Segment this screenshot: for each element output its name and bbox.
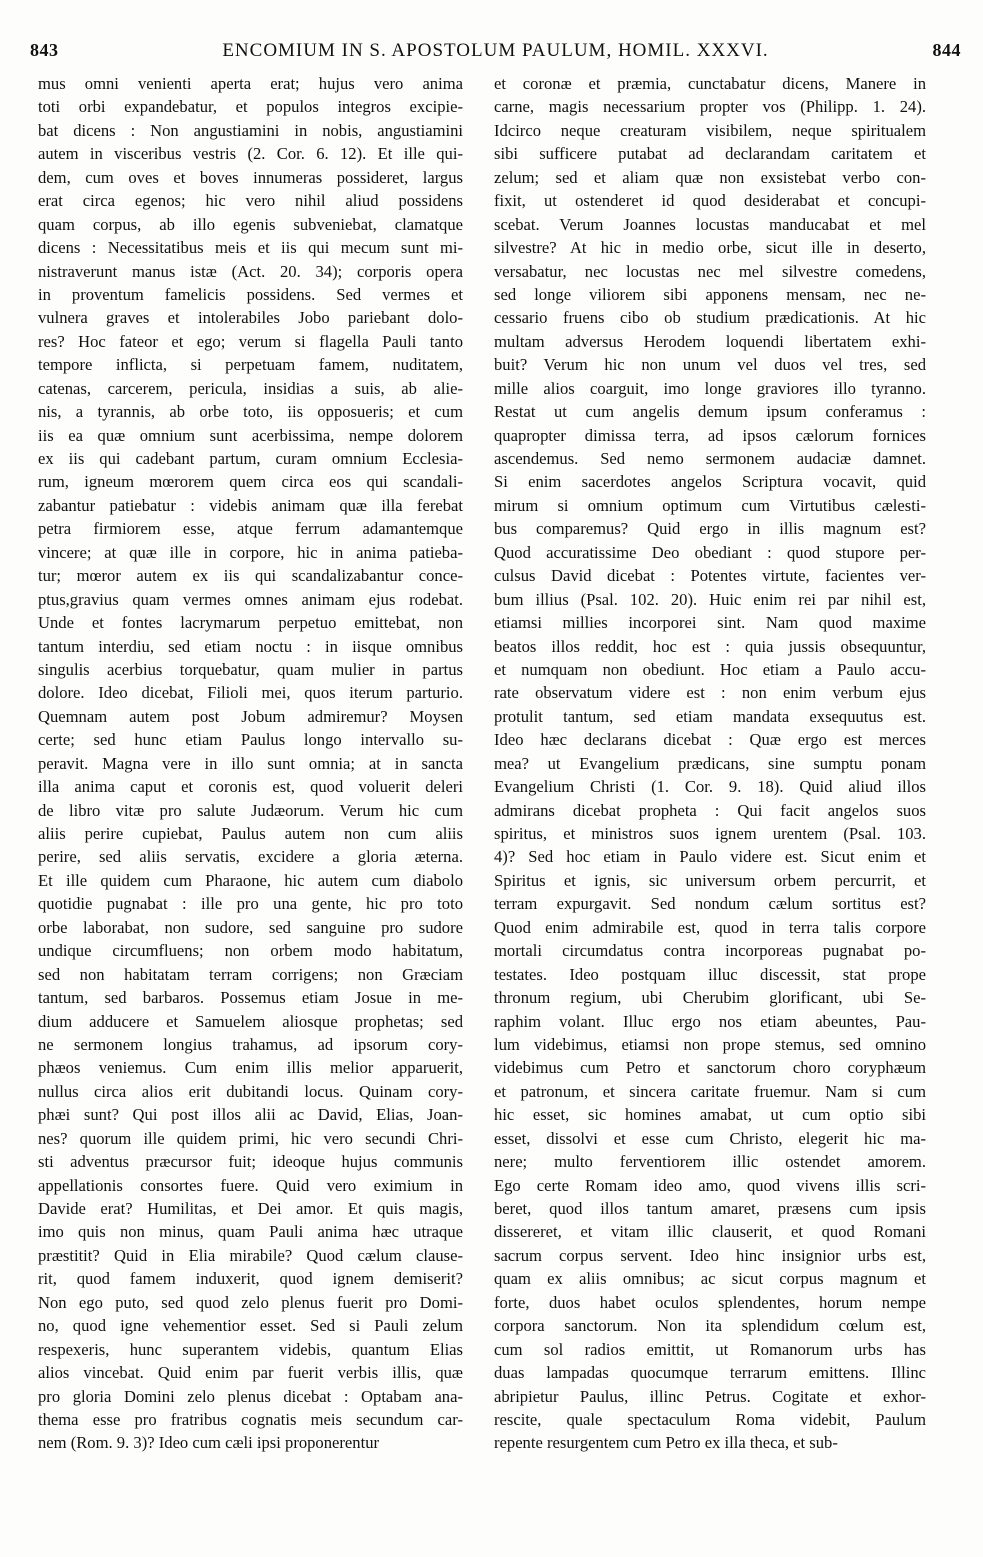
text-line: autem in visceribus vestris (2. Cor. 6. 12). Et ille qui-: [38, 144, 463, 164]
text-line: nere; multo ferventiorem illic ostendet amorem.: [494, 1152, 926, 1172]
text-line: vulnera graves et intolerabiles Jobo pariebant dolo-: [38, 308, 463, 328]
text-line: erat circa egenos; hic vero nihil aliud possidens: [38, 191, 463, 211]
text-line: præstitit? Quid in Elia mirabile? Quod cælum clause-: [38, 1245, 463, 1265]
text-line: cessario fruens cibo ob studium prædicationis. At hic: [494, 308, 926, 328]
text-line: beret, quod illos tantum amaret, præsens cum ipsis: [494, 1199, 926, 1218]
text-line: admirans dicebat propheta : Qui facit angelos suos: [494, 800, 926, 820]
text-line: ptus,gravius quam vermes omnes animam ejus rodebat.: [38, 589, 463, 609]
text-line: tantum interdiu, sed etiam noctu : in iisque omnibus: [38, 636, 463, 656]
text-line: Quod enim admirabile est, quod in terra talis corpore: [494, 917, 926, 937]
text-line: silvestre? At hic in medio orbe, sicut ille in deserto,: [494, 238, 926, 258]
text-line: culsus David dicebat : Potentes virtute, facientes ver-: [494, 566, 926, 586]
text-line: repente resurgentem cum Petro ex illa theca, et sub-: [494, 1433, 838, 1453]
text-line: de libro vitæ pro salute Judæorum. Verum hic cum: [38, 800, 463, 820]
text-line: Si enim sacerdotes angelos Scriptura vocavit, quid: [494, 472, 926, 492]
text-line: undique circumfluens; non orbem modo habitatum,: [38, 941, 463, 961]
text-line: toti orbi expandebatur, et populos integros excipie-: [38, 97, 463, 117]
text-line: quapropter dimissa terra, ad ipsos cælorum fornices: [494, 425, 926, 445]
text-line: spiritus, et ministros suos ignem urentem (Psal. 103.: [494, 824, 926, 843]
text-line: rum, igneum mœrorem quem circa eos qui scandali-: [38, 472, 463, 492]
text-line: res? Hoc fateor et ego; verum si flagella Pauli tanto: [38, 331, 463, 351]
text-line: et patronum, et sincera caritate fruemur. Nam si cum: [494, 1081, 926, 1101]
text-line: mus omni venienti aperta erat; hujus vero anima: [38, 74, 463, 93]
text-line: Quemnam autem post Jobum admiremur? Moysen: [38, 706, 463, 726]
text-line: respexeris, hunc superantem videbis, quantum Elias: [38, 1339, 463, 1359]
right-text-column: [494, 72, 926, 1455]
text-line: iis ea quæ omnium sunt acerbissima, nempe dolorem: [38, 425, 463, 445]
text-line: zabantur patiebatur : videbis animam quæ illa ferebat: [38, 495, 463, 515]
text-line: dem, cum oves et boves innumeras possideret, largus: [38, 167, 463, 187]
text-line: raphim volant. Illuc ergo nos etiam abeuntes, Pau-: [494, 1011, 926, 1031]
text-line: catenas, carcerem, pericula, insidias a suis, ab alie-: [38, 378, 463, 398]
text-line: carne, magis necessarium propter vos (Philipp. 1. 24).: [494, 97, 926, 117]
text-line: testates. Ideo postquam illuc discessit, stat prope: [494, 964, 926, 984]
text-line: corpora sanctorum. Non ita splendidum cœlum est,: [494, 1316, 926, 1336]
text-line: forte, duos habet oculos splendentes, horum nempe: [494, 1292, 926, 1312]
text-line: ne sermonem longius trahamus, ad ipsorum cory-: [38, 1034, 463, 1054]
text-line: dium adducere et Samuelem aliosque prophetas; sed: [38, 1011, 463, 1031]
text-line: lum videbimus, etiamsi non prope stemus, sed omnino: [494, 1034, 926, 1054]
text-line: nullus circa alios erit dubitandi locus. Quinam cory-: [38, 1081, 463, 1101]
text-line: Ideo hæc declarans dicebat : Quæ ergo est merces: [494, 730, 926, 750]
text-line: certe; sed hunc etiam Paulus longo intervallo su-: [38, 730, 463, 750]
running-header: [30, 40, 961, 70]
text-line: peravit. Magna vere in illo sunt omnia; at in sancta: [38, 753, 463, 773]
text-line: et coronæ et præmia, cunctabatur dicens, Manere in: [494, 74, 926, 93]
text-line: bat dicens : Non angustiamini in nobis, angustiamini: [38, 120, 463, 140]
text-line: Spiritus et ignis, sic universum orbem percurrit, et: [494, 870, 926, 890]
text-line: nem (Rom. 9. 3)? Ideo cum cæli ipsi proponerentur: [38, 1433, 380, 1453]
text-line: thema esse pro fratribus cognatis meis secundum car-: [38, 1409, 463, 1429]
page-number-right: 844: [932, 40, 961, 60]
text-line: etiamsi millies incorporei sint. Nam quod maxime: [494, 613, 926, 633]
text-line: Non ego puto, sed quod zelo plenus fuerit pro Domi-: [38, 1292, 463, 1312]
text-line: cum sol radios emittit, ut Romanorum urbs has: [494, 1339, 926, 1359]
text-line: esset, dissolvi et esse cum Christo, elegerit hic ma-: [494, 1128, 926, 1148]
text-line: quotidie pugnabat : ille pro una gente, hic pro toto: [38, 894, 463, 914]
text-line: quam corpus, ab illo egenis subveniebat, clamatque: [38, 214, 463, 234]
text-line: illa anima caput et coronis est, quod voluerit deleri: [38, 777, 463, 797]
text-line: sed longe viliorem sibi apponens mensam, nec ne-: [494, 284, 926, 304]
text-line: scebat. Verum Joannes locustas manducabat et mel: [494, 214, 926, 234]
text-line: tantum, sed barbaros. Possemus etiam Josue in me-: [38, 988, 463, 1008]
text-line: phæos veniemus. Cum enim illis melior apparuerit,: [38, 1058, 463, 1078]
text-line: nis, a tyrannis, ab orbe toto, iis opposueris; et cum: [38, 402, 463, 422]
text-line: ex iis qui cadebant partum, curam omnium Ecclesia-: [38, 449, 463, 468]
text-line: videbimus cum Petro et sanctorum choro coryphæum: [494, 1058, 926, 1078]
text-line: perire, sed aliis servatis, excidere a gloria æterna.: [38, 847, 463, 867]
text-line: singulis acerbius torquebatur, quam mulier in partus: [38, 659, 463, 679]
text-line: petra firmiorem esse, atque ferrum adamantemque: [38, 519, 463, 539]
text-line: Unde et fontes lacrymarum perpetuo emittebat, non: [38, 613, 463, 633]
text-line: rate observatum videre est : non enim verbum ejus: [494, 683, 926, 703]
text-line: bus comparemus? Quid ergo in illis magnum est?: [494, 519, 926, 539]
text-line: thronum regium, ubi Cherubim glorificant, ubi Se-: [494, 988, 926, 1008]
text-line: mea? ut Evangelium prædicans, sine sumptu ponam: [494, 753, 926, 773]
text-line: bum illius (Psal. 102. 20). Huic enim rei par nihil est,: [494, 589, 926, 609]
text-line: hic esset, sic homines amabat, ut cum optio sibi: [494, 1105, 926, 1125]
text-line: dolore. Ideo dicebat, Filioli mei, quos iterum parturio.: [38, 683, 463, 703]
text-line: sibi sufficere putabat ad declarandam caritatem et: [494, 144, 926, 164]
text-line: buit? Verum hic non unum vel duos vel tres, sed: [494, 355, 926, 375]
text-line: multam adversus Herodem loquendi libertatem exhi-: [494, 331, 926, 351]
text-line: in proventum famelicis possidens. Sed vermes et: [38, 284, 463, 304]
text-line: Davide erat? Humilitas, et Dei amor. Et quis magis,: [38, 1199, 463, 1218]
text-line: Idcirco neque creaturam visibilem, neque spiritualem: [494, 120, 926, 140]
text-line: Et ille quidem cum Pharaone, hic autem cum diabolo: [38, 870, 463, 890]
text-line: duas lampadas quocumque terrarum emittens. Illinc: [494, 1363, 926, 1383]
text-line: Ego certe Romam ideo amo, quod vivens illis scri-: [494, 1175, 926, 1195]
text-line: quam ex aliis omnibus; ac sicut corpus magnum et: [494, 1269, 926, 1289]
text-line: tempore inflicta, si perpetuam famem, nuditatem,: [38, 355, 463, 375]
text-line: orbe laborabat, non sudore, sed sanguine pro sudore: [38, 917, 463, 937]
text-line: rescite, quale spectaculum Roma videbit, Paulum: [494, 1409, 926, 1429]
text-line: protulit tantum, sed etiam mandata exsequutus est.: [494, 706, 926, 726]
text-line: sacrum corpus servent. Ideo hinc insignior urbs est,: [494, 1245, 926, 1265]
text-line: no, quod igne vehementior esset. Sed si Pauli zelum: [38, 1316, 463, 1336]
text-line: abripietur Paulus, illinc Petrus. Cogitate et exhor-: [494, 1386, 926, 1406]
text-line: imo quis non minus, quam Pauli anima hæc utraque: [38, 1222, 463, 1242]
text-line: aliis perire cupiebat, Paulus autem non cum aliis: [38, 824, 463, 843]
text-line: fixit, ut ostenderet id quod desiderabat et concupi-: [494, 191, 926, 211]
text-line: tur; mœror autem ex iis qui scandalizabantur conce-: [38, 566, 463, 586]
text-line: dicens : Necessitatibus meis et iis qui mecum sunt mi-: [38, 238, 463, 258]
text-line: beatos illos reddit, hoc est : quia jussis obsequuntur,: [494, 636, 926, 656]
text-line: sed non habitatam terram corrigens; non Græciam: [38, 964, 463, 984]
page-number-left: 843: [30, 40, 59, 60]
text-line: pro gloria Domini zelo plenus dicebat : Optabam ana-: [38, 1386, 463, 1406]
text-line: zelum; sed et aliam quæ non exsistebat verbo con-: [494, 167, 926, 187]
text-line: mille alios coarguit, imo longe graviores illo tyranno.: [494, 378, 926, 398]
text-line: rit, quod famem induxerit, quod ignem demiserit?: [38, 1269, 463, 1289]
text-line: Restat ut cum angelis demum ipsum conferamus :: [494, 402, 926, 422]
text-line: mirum si omnium optimum cum Virtutibus cælesti-: [494, 495, 926, 515]
text-line: nistraverunt manus istæ (Act. 20. 34); corporis opera: [38, 261, 463, 281]
text-line: sti adventus præcursor fuit; ideoque hujus communis: [38, 1152, 463, 1172]
text-line: Evangelium Christi (1. Cor. 9. 18). Quid aliud illos: [494, 777, 926, 797]
text-line: versabatur, nec locustas nec mel silvestre comedens,: [494, 261, 926, 281]
text-line: mortali circumdatus contra incorporeas pugnabat po-: [494, 941, 926, 961]
text-line: dissereret, et vitam illic clauserit, et quod Romani: [494, 1222, 926, 1242]
text-line: Quod accuratissime Deo obediant : quod stupore per-: [494, 542, 926, 562]
text-line: appellationis consortes fuere. Quid vero eximium in: [38, 1175, 463, 1195]
text-line: alios vincebat. Quid enim par fuerit verbis illis, quæ: [38, 1363, 463, 1383]
text-line: nes? quorum ille quidem primi, hic vero secundi Chri-: [38, 1128, 463, 1148]
left-text-column: [38, 72, 463, 1455]
text-line: phæi sunt? Qui post illos alii ac David, Elias, Joan-: [38, 1105, 463, 1125]
text-line: ascendemus. Sed nemo sermonem audaciæ damnet.: [494, 449, 926, 468]
text-line: vincere; at quæ ille in corpore, hic in anima patieba-: [38, 542, 463, 562]
text-line: 4)? Sed hoc etiam in Paulo videre est. Sicut enim et: [494, 847, 926, 867]
text-line: et numquam non obediunt. Hoc etiam a Paulo accu-: [494, 659, 926, 679]
text-line: terram expurgavit. Sed nondum cælum sortitus est?: [494, 894, 926, 914]
running-title: ENCOMIUM IN S. APOSTOLUM PAULUM, HOMIL. XXXVI.: [222, 40, 769, 61]
